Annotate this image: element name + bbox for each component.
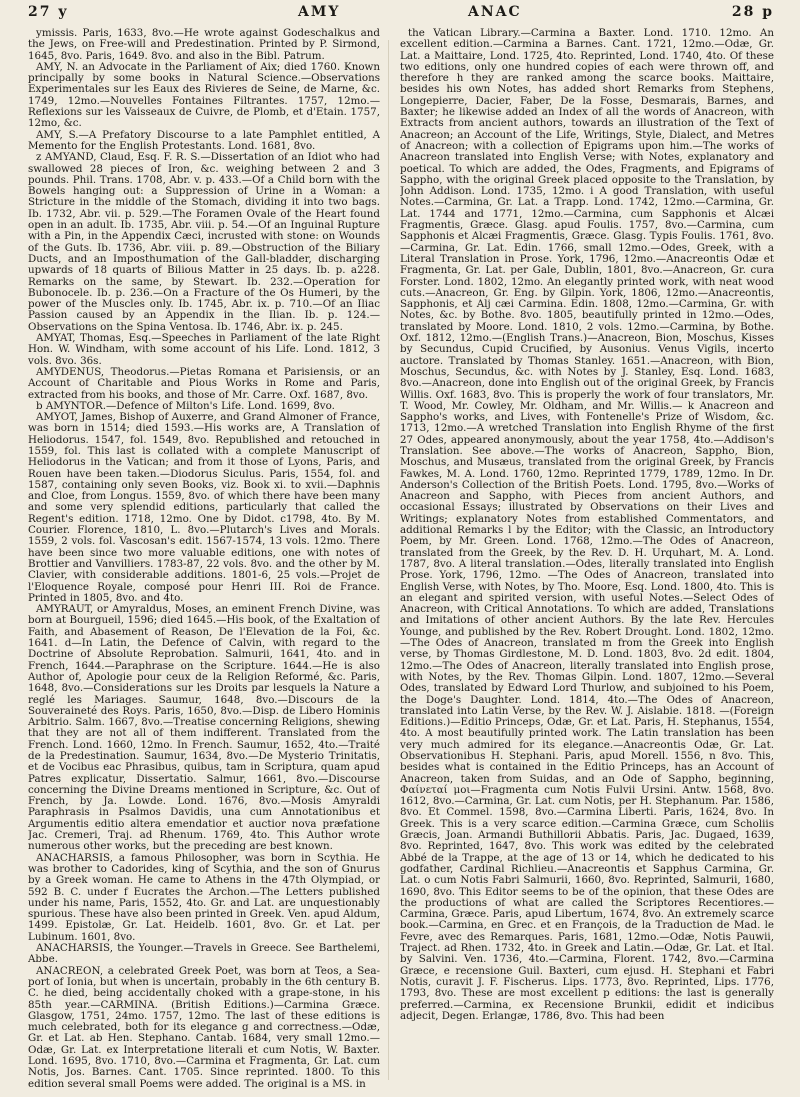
left-column (28, 28, 380, 1090)
entry-amyntor: b AMYNTOR.—Defence of Milton's Life. Lond. 1699, 8vo. (36, 399, 335, 412)
entry-amy-n: AMY, N. an Advocate in the Parliament of Aix; died 1760. Known principally by some books in Natural Science.—Observations Experimentales sur les Eaux des Rivieres de Seine, de Marne, &c. 1749, 12mo.—Nouvelles Fontaines Filtrantes. 1757, 12mo.—Reflexions sur les Vaisseaux de Cuivre, de Plomb, et d'Etain. 1757, 12mo, &c. (28, 60, 380, 130)
running-header (28, 4, 774, 24)
entry-anacreon-cont: the Vatican Library.—Carmina a Baxter. Lond. 1710. 12mo. An excellent edition.—Carmina a Barnes. Cant. 1721, 12mo.—Odæ, Gr. Lat. a Maittaire, Lond. 1725, 4to. Reprinted, Lond. 1740, 4to. Of these two editions, only one hundred copies of each were thrown off, and therefore h they are ranked among the scarce books. Maittaire, besides his own Notes, has added short Remarks from Stephens, Longepierre, Dacier, Faber, De la Fosse, Desmarais, Barnes, and Baxter; he likewise added an Index of all the words of Anacreon, with Extracts from ancient authors, towards an illustration of the Text of Anacreon; an Account of the Life, Writings, Style, Dialect, and Metres of Anacreon; with a collection of Epigrams upon him.—The works of Anacreon translated into English Verse; with Notes, explanatory and poetical. To which are added, the Odes, Fragments, and Epigrams of Sappho, with the original Greek placed opposite to the Translation, by John Addison. Lond. 1735, 12mo. i A good Translation, with useful Notes.—Carmina, Gr. Lat. a Trapp. Lond. 1742, 12mo.—Carmina, Gr. Lat. 1744 and 1771, 12mo.—Carmina, cum Sapphonis et Alcæi Fragmentis, Græce. Glasg. apud Foulis. 1757, 8vo.—Carmina, cum Sapphonis et Alcæi Fragmentis, Græce. Glasg. Typis Foulis. 1761, 8vo.—Carmina, Gr. Lat. Edin. 1766, small 12mo.—Odes, Greek, with a Literal Translation in Prose. York, 1796, 12mo.—Anacreontis Odæ et Fragmenta, Gr. Lat. per Gale, Dublin, 1801, 8vo.—Anacreon, Gr. cura Forster. Lond. 1802, 12mo. An elegantly printed work, with neat wood cuts.—Anacreon, Gr. Eng. by Gilpin. York, 1806, 12mo.—Anacreontis, Sapphonis, et Alj cæi Carmina. Edin. 1808, 12mo.—Carmina, Gr. with Notes, &c. by Bothe. 8vo. 1805, beautifully printed in 12mo.—Odes, translated by Moore. Lond. 1810, 2 vols. 12mo.—Carmina, by Bothe. Oxf. 1812, 12mo.—(English Trans.)—Anacreon, Bion, Moschus, Kisses by Secundus, Cupid Crucified, by Ausonius. Venus Vigils, incerto auctore. Translated by Thomas Stanley. 1651.—Anacreon, with Bion, Moschus, Secundus, &c. with Notes by J. Stanley, Esq. Lond. 1683, 8vo.—Anacreon, done into English out of the original Greek, by Francis Willis. Oxf. 1683, 8vo. This is properly the work of four translators, Mr. T. Wood, Mr. Cowley, Mr. Oldham, and Mr. Willis.— k Anacreon and Sappho's works, and Lives, with Fontenelle's Prize of Wisdom, &c. 1713, 12mo.—A wretched Translation into English Rhyme of the first 27 Odes, appeared anonymously, about the year 1758, 4to.—Addison's Translation. See above.—The works of Anacreon, Sappho, Bion, Moschus, and Musæus, translated from the original Greek, by Francis Fawkes, M. A. Lond. 1760, 12mo. Reprinted 1779, 1789, 12mo. In Dr. Anderson's Collection of the British Poets. Lond. 1795, 8vo.—Works of Anacreon and Sappho, with Pieces from ancient Authors, and occasional Essays; illustrated by Observations on their Lives and Writings; explanatory Notes from established Commentators, and additional Remarks l by the Editor; with the Classic, an Introductory Poem, by Mr. Green. Lond. 1768, 12mo.—The Odes of Anacreon, translated from the Greek, by the Rev. D. H. Urquhart, M. A. Lond. 1787, 8vo. A literal translation.—Odes, literally translated into English Prose. York, 1796, 12mo. —The Odes of Anacreon, translated into English Verse, with Notes, by Tho. Moore, Esq. Lond. 1800, 4to. This is an elegant and spirited version, with useful Notes.—Select Odes of Anacreon, with Critical Annotations. To which are added, Translations and Imitations of other ancient Authors. By the late Rev. Hercules Younge, and published by the Rev. Robert Drought. Lond. 1802, 12mo.—The Odes of Anacreon, translated m from the Greek into English verse, by Thomas Girdlestone, M. D. Lond. 1803, 8vo. 2d edit. 1804, 12mo.—The Odes of Anacreon, literally translated into English prose, with Notes, by the Rev. Thomas Gilpin. Lond. 1807, 12mo.—Several Odes, translated by Edward Lord Thurlow, and subjoined to his Poem, the Doge's Daughter. Lond. 1814, 4to.—The Odes of Anacreon, translated into Latin Verse, by the Rev. W. J. Aislabie. 1818. —(Foreign Editions.)—Editio Princeps, Odæ, Gr. et Lat. Paris, H. Stephanus, 1554, 4to. A most beautifully printed work. The Latin translation has been very much admired for its elegance.—Anacreontis Odæ, Gr. Lat. Observationibus H. Stephani. Paris, apud Morell. 1556, n 8vo. This, besides what is contained in the Editio Princeps, has an Account of Anacreon, taken from Suidas, and an Ode of Sappho, beginning, Φαίνεταί μοι—Fragmenta cum Notis Fulvii Ursini. Antw. 1568, 8vo. 1612, 8vo.—Carmina, Gr. Lat. cum Notis, per H. Stephanum. Par. 1586, 8vo. Et Commel. 1598, 8vo.—Carmina Liberti. Paris, 1624, 8vo. In Greek. This is a very scarce edition.—Carmina Græce, cum Scholiis Græcis, Joan. Armandi Buthillorii Abbatis. Paris, Jac. Dugaed, 1639, 8vo. Reprinted, 1647, 8vo. This work was edited by the celebrated Abbé de la Trappe, at the age of 13 or 14, which he dedicated to his godfather, Cardinal Richlieu.—Anacreontis et Sapphus Carmina, Gr. Lat. o cum Notis Fabri Salmurii, 1660, 8vo. Reprinted, Salmurii, 1680, 1690, 8vo. This Editor seems to be of the opinion, that these Odes are the productions of what are called the Scriptores Recentiores.—Carmina, Græce. Paris, apud Libertum, 1674, 8vo. An extremely scarce book.—Carmina, en Grec. et en François, de la Traduction de Mad. le Fevre, avec des Remarques. Paris, 1681, 12mo.—Odæ, Notis Pauwii, Traject. ad Rhen. 1732, 4to. in Greek and Latin.—Odæ, Gr. Lat. et Ital. by Salvini. Ven. 1736, 4to.—Carmina, Florent. 1742, 8vo.—Carmina Græce, e recensione Guil. Baxteri, cum ejusd. H. Stephani et Fabri Notis, curavit J. F. Fischerus. Lips. 1773, 8vo. Reprinted, Lips. 1776, 1793, 8vo. These are most excellent p editions: the last is generally preferred.—Carmina, ex Recensione Brunkii, edidit et indicibus adjecit, Degen. Erlangæ, 1786, 8vo. This had been (400, 28, 774, 1022)
header-center-right: ANAC (468, 4, 522, 20)
header-left: 27 y (28, 4, 69, 20)
entry-amyot: AMYOT, James, Bishop of Auxerre, and Grand Almoner of France, was born in 1514; died 1593.—His works are, A Translation of Heliodorus. 1547, fol. 1549, 8vo. Republished and retouched in 1559, fol. This last is collated with a complete Manuscript of Heliodorus in the Vatican; and from it those of Lyons, Paris, and Rouen have been taken.—Diodorus Siculus. Paris, 1554, fol. and 1587, containing only seven Books, viz. Book xi. to xvii.—Daphnis and Cloe, from Longus. 1559, 8vo. of which there have been many and some very splendid editions, particularly that called the Regent's edition. 1718, 12mo. One by Didot. c1798, 4to. By M. Courier. Florence, 1810, L. 8vo.—Plutarch's Lives and Morals. 1559, 2 vols. fol. Vascosan's edit. 1567-1574, 13 vols. 12mo. There have been since two more valuable editions, one with notes of Brottier and Vanvilliers. 1783-87, 22 vols. 8vo. and the other by M. Clavier, with considerable additions. 1801-6, 25 vols.—Projet de l'Eloquence Royale, composé pour Henri III. Roi de France. Printed in 1805, 8vo. and 4to. (28, 411, 380, 604)
column-gutter (388, 40, 389, 1080)
entry-anacreon: ANACREON, a celebrated Greek Poet, was born at Teos, a Sea-port of Ionia, but when is uncertain, probably in the 6th century B. C. he died, being accidentally choked with a grape-stone, in his 85th year.—CARMINA. (British Editions.)—Carmina Græce. Glasgow, 1751, 24mo. 1757, 12mo. The last of these editions is much celebrated, both for its elegance g and correctness.—Odæ, Gr. et Lat. ab Hen. Stephano. Cantab. 1684, very small 12mo.—Odæ, Gr. Lat. ex Interpretatione literali et cum Notis, W. Baxter. Lond. 1695, 8vo. 1710, 8vo.—Carmina et Fragmenta, Gr. Lat. cum Notis, Jos. Barnes. Cant. 1705. Since reprinted. 1800. To this edition several small Poems were added. The original is a MS. in (28, 964, 380, 1090)
entry-anacharsis-younger: ANACHARSIS, the Younger.—Travels in Greece. See Barthelemi, Abbe. (28, 942, 380, 966)
entry-amyraut: AMYRAUT, or Amyraldus, Moses, an eminent French Divine, was born at Bourgueil, 1596; died 1645.—His book, of the Exaltation of Faith, and Abasement of Reason, De l'Elevation de la Foi, &c. 1641. d—In Latin, the Defence of Calvin, with regard to the Doctrine of Absolute Reprobation. Salmurii, 1641, 4to. and in French, 1644.—Paraphrase on the Scripture. 1644.—He is also Author of, Apologie pour ceux de la Religion Reformé, &c. Paris, 1648, 8vo.—Considerations sur les Droits par lesquels la Nature a reglé les Mariages. Saumur, 1648, 8vo.—Discours de la Souveraineté des Roys. Paris, 1650, 8vo.—Disp. de Libero Hominis Arbitrio. Salm. 1667, 8vo.—Treatise concerning Religions, shewing that they are not all of them indifferent. Translated from the French. Lond. 1660, 12mo. In French. Saumur, 1652, 4to.—Traité de la Predestination. Saumur, 1634, 8vo.—De Mysterio Trinitatis, et de Vocibus eac Phrasibus, quibus, tam in Scriptura, quam apud Patres explicatur, Dissertatio. Salmur, 1661, 8vo.—Discourse concerning the Divine Dreams mentioned in Scripture, &c. Out of French, by Ja. Lowde. Lond. 1676, 8vo.—Mosis Amyraldi Paraphrasis in Psalmos Davidis, una cum Annotationibus et Argumentis editio altera emendatior et auctior nova præfatione Jac. Cremeri, Traj. ad Rhenum. 1769, 4to. This Author wrote numerous other works, but the preceding are best known. (28, 603, 380, 853)
entry-amydenus: AMYDENUS, Theodorus.—Pietas Romana et Parisiensis, or an Account of Charitable and Pious Works in Rome and Paris, extracted from his books, and those of Mr. Carre. Oxf. 1687, 8vo. (28, 365, 380, 401)
header-center-left: AMY (298, 4, 341, 20)
entry-amyand: z AMYAND, Claud, Esq. F. R. S.—Dissertation of an Idiot who had swallowed 28 pieces of Iron, &c. weighing between 2 and 3 pounds. Phil. Trans. 1708, Abr. v. p. 433.—Of a Child born with the Bowels hanging out: a Suppression of Urine in a Woman: a Stricture in the middle of the Stomach, dividing it into two bags. Ib. 1732, Abr. vii. p. 529.—The Foramen Ovale of the Heart found open in an adult. Ib. 1735, Abr. viii. p. 54.—Of an Inguinal Rupture with a Pin, in the Appendix Cæci, incrusted with stone: on Wounds of the Guts. Ib. 1736, Abr. viii. p. 89.—Obstruction of the Biliary Ducts, and an Imposthumation of the Gall-bladder, discharging upwards of 18 quarts of Bilious Matter in 25 days. Ib. p. a228. Remarks on the same, by Stewart. Ib. 232.—Operation for Bubonocele. Ib. p. 236.—On a Fracture of the Os Humeri, by the power of the Muscles only. Ib. 1745, Abr. ix. p. 710.—Of an Iliac Passion caused by an Appendix in the Ilian. Ib. p. 124.—Observations on the Spina Ventosa. Ib. 1746, Abr. ix. p. 245. (28, 151, 380, 333)
entry-anacharsis: ANACHARSIS, a famous Philosopher, was born in Scythia. He was brother to Cadorides, king of Scythia, and the son of Gnurus by a Greek woman. He came to Athens in the 47th Olympiad, or 592 B. C. under f Eucrates the Archon.—The Letters published under his name, Paris, 1552, 4to. Gr. and Lat. are unquestionably spurious. These have also been printed in Greek. Ven. apud Aldum, 1499. Epistolæ, Gr. Lat. Heidelb. 1601, 8vo. Gr. et Lat. per Lubinum. 1601, 8vo. (28, 851, 380, 943)
entry-amyat: AMYAT, Thomas, Esq.—Speeches in Parliament of the late Right Hon. W. Windham, with some account of his Life. Lond. 1812, 3 vols. 8vo. 36s. (28, 332, 380, 367)
right-column (400, 28, 774, 1090)
entry-amolo-cont: ymissis. Paris, 1633, 8vo.—He wrote against Godeschalkus and the Jews, on Free-will and Predestination. Printed by P. Sirmond, 1645, 8vo. Paris, 1649. 8vo. and also in the Bibl. Patrum. (28, 28, 380, 62)
entry-amy-s: AMY, S.—A Prefatory Discourse to a late Pamphlet entitled, A Memento for the English Protestants. Lond. 1681, 8vo. (28, 128, 380, 152)
header-right: 28 p (731, 4, 774, 20)
